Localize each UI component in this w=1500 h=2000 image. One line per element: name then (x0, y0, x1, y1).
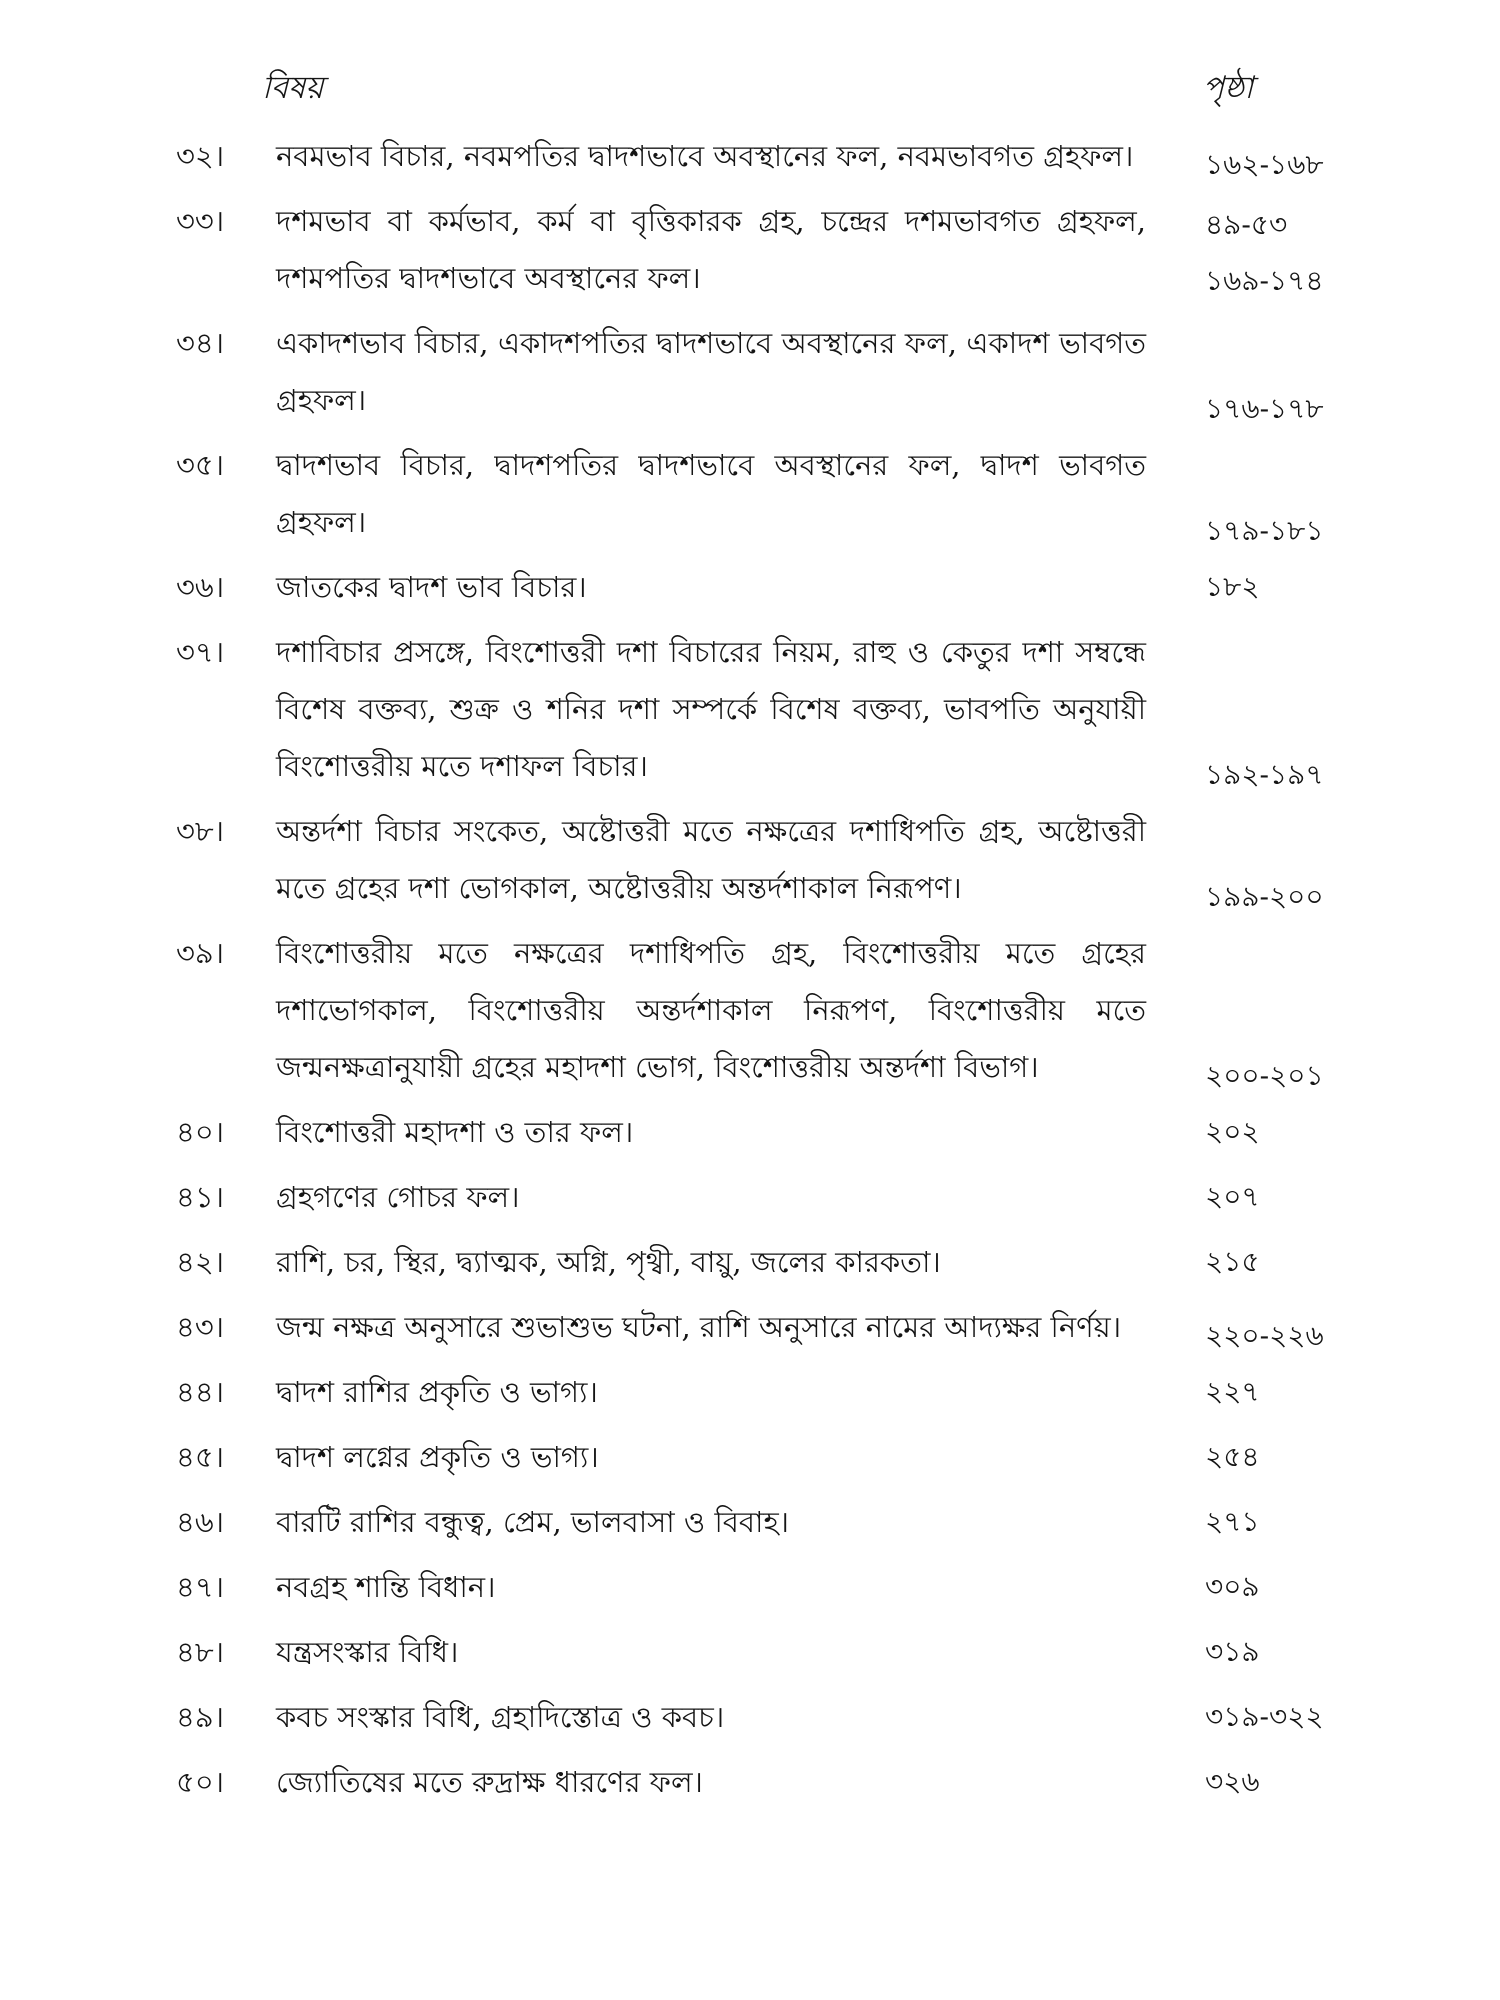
toc-entry (0, 1624, 1500, 1681)
toc-entry (0, 1104, 1500, 1161)
toc-entry (0, 925, 1500, 1096)
entry-title: জ্যোতিষের মতে রুদ্রাক্ষ ধারণের ফল। (276, 1765, 703, 1799)
entry-pages: ২০০-২০১ (1205, 1059, 1324, 1092)
toc-header (0, 64, 1500, 124)
entry-pages: ৩১৯-৩২২ (1205, 1700, 1324, 1733)
entry-number: ৪৩। (176, 1310, 225, 1344)
entry-number: ৪৭। (176, 1570, 225, 1604)
toc-entry (0, 1429, 1500, 1486)
entry-pages: ১৯২-১৯৭ (1205, 758, 1324, 791)
entry-number: ৪৮। (176, 1635, 225, 1669)
entry-number: ৪৯। (176, 1700, 225, 1734)
entry-pages: ২৭১ (1205, 1505, 1260, 1538)
entry-title: বারটি রাশির বন্ধুত্ব, প্রেম, ভালবাসা ও বিবাহ। (276, 1505, 790, 1539)
entry-title: দ্বাদশ লগ্নের প্রকৃতি ও ভাগ্য। (276, 1440, 599, 1474)
toc-entry (0, 1234, 1500, 1291)
entry-title: জাতকের দ্বাদশ ভাব বিচার। (276, 570, 587, 604)
toc-entry (0, 315, 1500, 429)
toc-entry (0, 1299, 1500, 1356)
entry-number: ৪২। (176, 1245, 225, 1279)
entry-pages-stack (1205, 197, 1355, 309)
page-column-heading: পৃষ্ঠা (1203, 70, 1254, 106)
toc-entry (0, 624, 1500, 795)
entry-title: নবগ্রহ শান্তি বিধান। (276, 1570, 496, 1604)
entry-pages: ১৭৯-১৮১ (1205, 514, 1324, 547)
entry-title: নবমভাব বিচার, নবমপতির দ্বাদশভাবে অবস্থানের ফল, নবমভাবগত গ্রহফল। (276, 139, 1134, 173)
entry-title: একাদশভাব বিচার, একাদশপতির দ্বাদশভাবে অবস্থানের ফল, একাদশ ভাবগত গ্রহফল। (276, 326, 1146, 417)
entry-pages: ২০৭ (1205, 1180, 1260, 1213)
entry-title: যন্ত্রসংস্কার বিধি। (276, 1635, 459, 1669)
entry-number: ৩৯। (176, 936, 225, 970)
entry-title: দ্বাদশ রাশির প্রকৃতি ও ভাগ্য। (276, 1375, 598, 1409)
entry-title: বিংশোত্তরী মহাদশা ও তার ফল। (276, 1115, 634, 1149)
entry-pages: ২১৫ (1205, 1245, 1260, 1278)
entry-title: রাশি, চর, স্থির, দ্ব্যাত্মক, অগ্নি, পৃথ্বী, বায়ু, জলের কারকতা। (276, 1245, 941, 1279)
toc-entry (0, 1364, 1500, 1421)
entry-number: ৩৪। (176, 326, 225, 360)
entry-title: বিংশোত্তরীয় মতে নক্ষত্রের দশাধিপতি গ্রহ, বিংশোত্তরীয় মতে গ্রহের দশাভোগকাল, বিংশোত্তরীয় অন্তর্দশাকাল নিরূপণ, বিংশোত্তরীয় মতে জন্মনক্ষত্রানুযায়ী গ্রহের মহাদশা ভোগ, বিংশোত্তরীয় অন্তর্দশা বিভাগ। (276, 936, 1146, 1084)
toc-entry (0, 128, 1500, 185)
toc-entry (0, 1494, 1500, 1551)
entry-number: ৩৩। (176, 204, 225, 238)
entry-pages: ২২৭ (1205, 1375, 1260, 1408)
entry-number: ৩৫। (176, 448, 225, 482)
entry-number: ৪০। (176, 1115, 225, 1149)
entry-title: জন্ম নক্ষত্র অনুসারে শুভাশুভ ঘটনা, রাশি অনুসারে নামের আদ্যক্ষর নির্ণয়। (276, 1310, 1122, 1344)
entry-title: দ্বাদশভাব বিচার, দ্বাদশপতির দ্বাদশভাবে অবস্থানের ফল, দ্বাদশ ভাবগত গ্রহফল। (276, 448, 1146, 539)
entry-title: দশাবিচার প্রসঙ্গে, বিংশোত্তরী দশা বিচারের নিয়ম, রাহু ও কেতুর দশা সম্বন্ধে বিশেষ বক্তব্য, শুক্র ও শনির দশা সম্পর্কে বিশেষ বক্তব্য, ভাবপতি অনুযায়ী বিংশোত্তরীয় মতে দশাফল বিচার। (276, 635, 1146, 783)
toc-entry (0, 1169, 1500, 1226)
entry-number: ৩৮। (176, 814, 225, 848)
entry-number: ৪৪। (176, 1375, 225, 1409)
entry-number: ৪৬। (176, 1505, 225, 1539)
entry-pages: ১৬২-১৬৮ (1205, 148, 1324, 181)
entry-number: ৩৬। (176, 570, 225, 604)
entry-number: ৩৭। (176, 635, 225, 669)
entry-pages: ১৮২ (1205, 570, 1260, 603)
entry-pages: ১৭৬-১৭৮ (1205, 392, 1324, 425)
toc-list (0, 128, 1500, 1819)
toc-entry (0, 437, 1500, 551)
entry-number: ৪৫। (176, 1440, 225, 1474)
entry-pages: ৩০৯ (1205, 1570, 1260, 1603)
entry-number: ৫০। (176, 1765, 225, 1799)
subject-column-heading: বিষয় (262, 70, 324, 106)
toc-entry (0, 193, 1500, 307)
entry-pages: ১৬৯-১৭৪ (1205, 264, 1324, 297)
entry-pages: ৩২৬ (1205, 1765, 1260, 1798)
toc-entry (0, 1689, 1500, 1746)
toc-entry (0, 1754, 1500, 1811)
entry-pages-secondary: ৪৯-৫৩ (1205, 208, 1288, 241)
entry-title: অন্তর্দশা বিচার সংকেত, অষ্টোত্তরী মতে নক্ষত্রের দশাধিপতি গ্রহ, অষ্টোত্তরী মতে গ্রহের দশা ভোগকাল, অষ্টোত্তরীয় অন্তর্দশাকাল নিরূপণ। (276, 814, 1146, 905)
entry-pages: ২০২ (1205, 1115, 1260, 1148)
toc-entry (0, 1559, 1500, 1616)
toc-entry (0, 559, 1500, 616)
entry-title: কবচ সংস্কার বিধি, গ্রহাদিস্তোত্র ও কবচ। (276, 1700, 725, 1734)
entry-pages: ২২০-২২৬ (1205, 1319, 1324, 1352)
entry-pages: ৩১৯ (1205, 1635, 1260, 1668)
entry-pages: ২৫৪ (1205, 1440, 1260, 1473)
entry-title: দশমভাব বা কর্মভাব, কর্ম বা বৃত্তিকারক গ্রহ, চন্দ্রের দশমভাবগত গ্রহফল, দশমপতির দ্বাদশভাবে অবস্থানের ফল। (276, 204, 1146, 295)
entry-pages: ১৯৯-২০০ (1205, 880, 1324, 913)
entry-title: গ্রহগণের গোচর ফল। (276, 1180, 520, 1214)
toc-entry (0, 803, 1500, 917)
entry-number: ৪১। (176, 1180, 225, 1214)
entry-number: ৩২। (176, 139, 225, 173)
